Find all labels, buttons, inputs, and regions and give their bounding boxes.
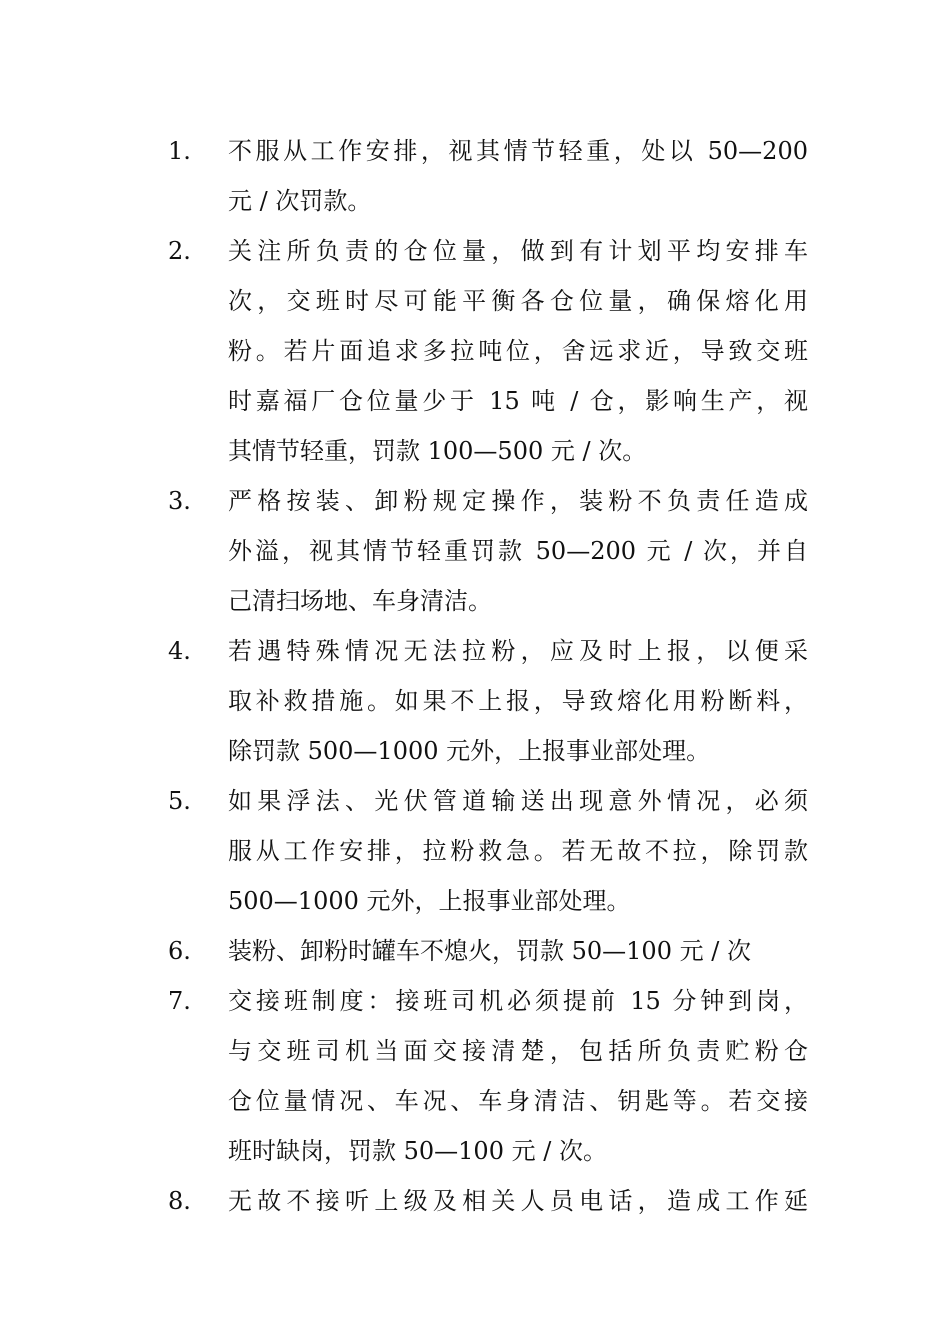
text-line: 如果浮法、光伏管道输送出现意外情况，必须 — [228, 787, 808, 815]
item-number: 5. — [168, 787, 191, 815]
list-item — [168, 226, 808, 476]
text-line: 己清扫场地、车身清洁。 — [228, 587, 492, 615]
text-line: 与交班司机当面交接清楚，包括所负责贮粉仓 — [228, 1037, 808, 1065]
text-line: 无故不接听上级及相关人员电话，造成工作延 — [228, 1187, 808, 1215]
list-item — [168, 926, 808, 976]
list-item — [168, 626, 808, 776]
text-line: 若遇特殊情况无法拉粉，应及时上报，以便采 — [228, 637, 808, 665]
list-item — [168, 476, 808, 626]
item-text — [228, 926, 808, 976]
item-number: 6. — [168, 937, 191, 965]
text-line: 班时缺岗，罚款 50—100 元 / 次。 — [228, 1137, 607, 1165]
item-text — [228, 976, 808, 1176]
item-number: 2. — [168, 237, 191, 265]
item-text — [228, 476, 808, 626]
item-text — [228, 226, 808, 476]
item-text — [228, 1176, 808, 1226]
text-line: 粉。若片面追求多拉吨位，舍远求近，导致交班 — [228, 337, 808, 365]
item-text — [228, 776, 808, 926]
item-number: 3. — [168, 487, 191, 515]
item-number: 1. — [168, 137, 191, 165]
text-line: 取补救措施。如果不上报，导致熔化用粉断料， — [228, 687, 808, 715]
rules-list — [168, 126, 808, 1226]
text-line: 服从工作安排，拉粉救急。若无故不拉，除罚款 — [228, 837, 808, 865]
text-line: 仓位量情况、车况、车身清洁、钥匙等。若交接 — [228, 1087, 808, 1115]
list-item — [168, 126, 808, 226]
text-line: 外溢，视其情节轻重罚款 50—200 元 / 次，并自 — [228, 537, 808, 565]
text-line: 不服从工作安排，视其情节轻重，处以 50—200 — [228, 137, 808, 165]
text-line: 交接班制度：接班司机必须提前 15 分钟到岗， — [228, 987, 808, 1015]
list-item — [168, 976, 808, 1176]
item-number: 4. — [168, 637, 191, 665]
text-line: 除罚款 500—1000 元外，上报事业部处理。 — [228, 737, 711, 765]
text-line: 装粉、卸粉时罐车不熄火，罚款 50—100 元 / 次 — [228, 937, 751, 965]
item-number: 8. — [168, 1187, 191, 1215]
text-line: 关注所负责的仓位量，做到有计划平均安排车 — [228, 237, 808, 265]
item-text — [228, 126, 808, 226]
text-line: 严格按装、卸粉规定操作，装粉不负责任造成 — [228, 487, 808, 515]
text-line: 元 / 次罚款。 — [228, 187, 372, 215]
text-line: 其情节轻重，罚款 100—500 元 / 次。 — [228, 437, 647, 465]
text-line: 500—1000 元外，上报事业部处理。 — [228, 887, 631, 915]
text-line: 次，交班时尽可能平衡各仓位量，确保熔化用 — [228, 287, 808, 315]
list-item — [168, 776, 808, 926]
item-number: 7. — [168, 987, 191, 1015]
list-item — [168, 1176, 808, 1226]
text-line: 时嘉福厂仓位量少于 15 吨 / 仓，影响生产，视 — [228, 387, 808, 415]
item-text — [228, 626, 808, 776]
